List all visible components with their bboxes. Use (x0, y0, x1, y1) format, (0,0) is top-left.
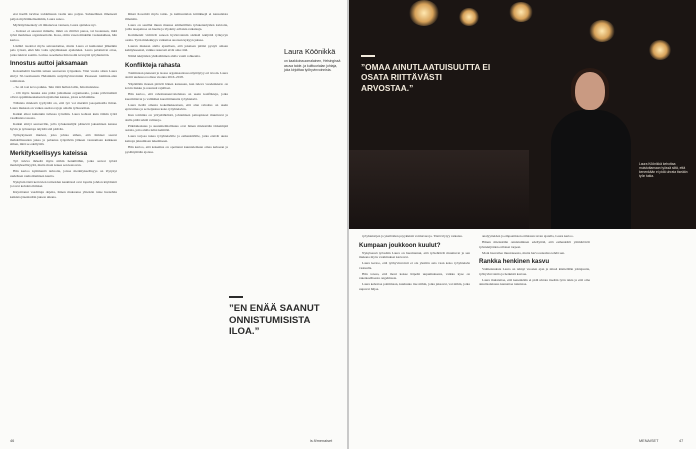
body-paragraph: Nämä tekijöiden yhdistäminen alalla vaatii rohkeutta. (128, 54, 201, 59)
body-paragraph: Laura kertoo, että työhyvinvointi ei ole yksilön asia vaan koko työyhteisön vastuulla. (359, 261, 470, 270)
background-shelf (349, 150, 529, 229)
lamp-light (409, 0, 439, 26)
body-paragraph: Työ tuleva tärkeää myös niihin henkilöihin, jotka saavat työstä merkityksellisyyttä, mutta moni kokee sen katoavan. (10, 158, 117, 168)
section-heading: Rankka henkinen kasvu (479, 258, 550, 266)
body-paragraph: Kirjoittanut vaadittuja ohjeita, hänen mukaansa yhteisön tulee huolehtia kaikista jäsenistään jakson aikana. (10, 190, 117, 199)
body-paragraph: – Se oli tosi kova paikka. Tein töitä hullun lailla, hän muistelee. (13, 84, 100, 89)
body-paragraph: Valmennuksia Laura on tehnyt vuosien ajan ja niissä käsitellään johtajuutta, työhyvinvointia ja henkistä kasvua. (479, 267, 590, 276)
photo-quote-rule (361, 55, 375, 57)
lamp-light (649, 40, 671, 60)
body-paragraph: analyytteiden ja empaattisten erilaisten tavan ajatella, Laura kertoo. (482, 234, 574, 238)
quote-rule (229, 296, 243, 298)
photo-quote (361, 55, 491, 93)
body-paragraph: Pitkäaikaisuus ja suunnitelmallisuus ovat hänen mielestään tärkeimpiä asioita, joita alalla tulisi kehittää. (125, 123, 228, 133)
lamp-light (589, 20, 615, 42)
left-column-1 (10, 12, 117, 440)
body-paragraph: Nykyisessä työssään Laura on huomannut, että työtehtävät muuttuvat ja sen mukana myös vaatimukset kasvavat. (359, 250, 470, 260)
author-caption: on kaakkoissuomalainen, Helsingissä asuva taide- ja kulttuurialan johtaja, joka kirjoittaa työhyvinvoinnista. (284, 59, 341, 72)
body-paragraph: Laura tarjoaa tukea työyhteisöille ja esihenkilöille, jotka etsivät uusia keinoja jaksamisen tukemiseen. (125, 134, 228, 144)
body-paragraph: Laura kehottaa pohtimaan, kuuluuko itse niihin, jotka jaksavat, vai niihin, jotka uupuvat hiljaa. (359, 282, 470, 291)
left-page-number: 46 (10, 439, 15, 443)
body-paragraph: Kaikki alkoi kuitenkin tullessa työstään. Laura kohtasi kuin tämän työtä vaadituista tasosta. (10, 111, 117, 121)
body-paragraph: – Oli myös hauska asia pääsi johtamaan organisaatio, jonka päivärutiinit olivat oppimiskeskeisen harjoittelun kanssa, joista selvisimme. (10, 90, 117, 100)
body-paragraph: Hän toteaa, että moni kokee häpeää uupumuksesta, vaikka kyse on rakenteellisesta ongelmasta. (359, 271, 470, 281)
section-heading: Kumpaan joukkoon kuulut? (359, 241, 441, 249)
body-paragraph: Moni haaveilee muutoksesta, mutta harva uskaltaa tehdä sen. (482, 250, 565, 255)
portrait-photo (349, 0, 696, 229)
section-heading: Konflikteja rahasta (125, 61, 181, 69)
body-paragraph: Hän kertoo kymmeniä tarinoita, joissa merkityksellisyys on löytynyt uudelleen rauhoittumisen kautta. (10, 169, 117, 178)
body-paragraph: Laura muistuttaa, että kenenkään ei pidä uhrata itseään työn takia ja että oma ainutlaatuisuus kannattaa tunnistaa. (479, 277, 590, 287)
person-body (551, 110, 631, 229)
body-paragraph: Hänen mielestään onnistuminen edellyttää, että esihenkilöt ymmärtävät työntekijöiden erilaiset tarpeet. (479, 240, 590, 249)
pull-quote-text: ”EN ENÄÄ SAANUT ONNISTUMISISTA ILOA.” (229, 303, 320, 337)
body-paragraph: Tällaisia mielestä tyydyttää on, että työ voi merkitä jaaopaikoilla ilman. Laura mukaan on vaikea asettaa rajoja omalle työkuorman. (10, 101, 117, 110)
body-paragraph: työyhteisöjen ja yksilöiden psyykkisiä voimavaroja. Tästä löytyy ratkaisu. (362, 234, 463, 238)
right-page (349, 0, 696, 449)
photo-caption: Laura Köönikkä kehottaa muistuttamaan työssä siitä, että kenenkään ei pidä uhrata itseään työn takia. (639, 162, 688, 179)
body-paragraph: Toimintaan pienessä ja isossa organisaatiossa näyttäytyy eri tavoin. Laura aloitti uudessa roolissa vuonna 2016–2018. (125, 70, 228, 80)
body-paragraph: Läsläiri tasoittoi myös sairauslomaa, mutta Laura ei kumonnut jälkeäkin palo työssä, eikä hän voitu sykyiätuksen ajatteleksi. Laura palattuivat ottaa, jotka tukivat saatiin. Lomaa osoemalsa hän tuomi terveyttä työyhteisöön. (10, 43, 117, 57)
portrait-person (545, 72, 637, 229)
body-paragraph: Hän kertoo, että kokemus on opettanut kuuntelemaan omaa kehoaan ja pysähtymään ajoissa. (125, 145, 228, 154)
left-column-2 (125, 12, 228, 440)
body-paragraph: Nykyisin tästä kertovien tarinoiden keskiössä ovat lopulta johdon käytännöt ja tavat kohdata ihmiset. (10, 179, 117, 189)
photo-quote-text: ”OMAA AINUTLAATUISUUTTA EI OSATA RIITTÄVÄSTI ARVOSTAA.” (361, 62, 491, 93)
magazine-name: MENAISET (639, 439, 659, 443)
body-paragraph: Hän kertoo, että rahoitusneuvotteluissa on usein konflikteja, jotka kuormittavat jo valmiiksi kuormittunutta työyhteisöä. (125, 92, 228, 101)
right-page-number: 47 (679, 439, 684, 443)
body-paragraph: etsi itsellä tarvitse toddelisuun vaalia uno paljon. Suhteellinen ilmeisesti paljon myötämielisemmin, Laura sanoo. (10, 12, 117, 21)
body-paragraph: Kun toiminta on yrityslähtöistä, johtamisen painopisteet muuttuvat ja alalla pitää tehdä valintoja. (125, 113, 228, 122)
body-paragraph: Kaikki siirtyi seuraaville, jolla työskentelijät pääsevät jaksamisen kanssa hyvin ja työnantaja näyttää sitä pitävän. (10, 122, 117, 131)
body-paragraph: Myötätyöskentely oli ilmaisevaa vanteen, Laura ajattelee nyt. (13, 22, 97, 27)
body-paragraph: Työkykyisesti mielesi, joka johtaa siihen, että ihmiset saavat mahdollisuuden jakaa ja palautua työpäivän jälkeen vastaamaan kaikkeen siihen, mitä se edellyttää. (10, 132, 117, 147)
left-page (0, 0, 347, 449)
body-paragraph: Laura tietää omasta kokemuksestaan, että alan rahoitus on usein epävarmaa ja se heijastuu koko työyhteisöön. (125, 102, 228, 112)
right-column-2 (479, 234, 590, 434)
body-paragraph: Riksä ilosomiti myös taide- ja kulttuurialan kritiikkejä ei kansalaista ilmaisiin. (125, 12, 228, 21)
lamp-light (509, 2, 533, 22)
author-name: Laura Köönikkä (284, 47, 336, 56)
body-paragraph: Lauran mukaan alalla ajatellaan, että jokaisen pitäisi pystyä omaan kehitykseensä, vaikka resurssit eivät aina riitä. (125, 43, 228, 53)
body-paragraph: Laura on seuillut muun muassa ammatillisia työskentelyiden kuvioita, joilla tasapainoa on haettu ja löydetty erilaisia ratkaisuja. (125, 22, 228, 32)
author-box (284, 48, 342, 72)
person-face (575, 72, 605, 110)
body-paragraph: Kommentit virittivät sanoen hyvinvoinnin sisäisiä tekijöitä työkyvyn osalta. Työn mielekkyys vaikuttaa suoraan kykyyn jaksaa. (125, 33, 228, 42)
lamp-light (459, 8, 479, 26)
body-paragraph: Kokonhelttä haettiin teinen seuraavan työpaikan. Viisi vuotta sitten Laura siirtyi 50-vuotisasuin Helsinkiin uutyöhyvinvoinnin Pasaseen toiminta-alan toimialaan. (10, 69, 117, 83)
body-paragraph: – Kohasi ei aasonut minulle, mikä on riittävä panos, tai luotenaan, mitä työni merkitsee organisaatiolle. Kosa, oltiin vasen minkään vastuukulkua, hän kertoo. (10, 28, 117, 42)
footer-url: is.fi/menaiset (310, 439, 333, 443)
body-paragraph: Ylipäätään monen pitävät hänen kanssaan, kun tuleva vuodenkierto on kovin tiukka ja resurssit rajalliset. (125, 81, 228, 91)
right-column-1 (359, 234, 470, 434)
section-heading: Merkityksellisyys kateissa (10, 149, 88, 157)
section-heading: Innostus auttoi jaksamaan (10, 60, 88, 68)
pull-quote (229, 296, 329, 338)
